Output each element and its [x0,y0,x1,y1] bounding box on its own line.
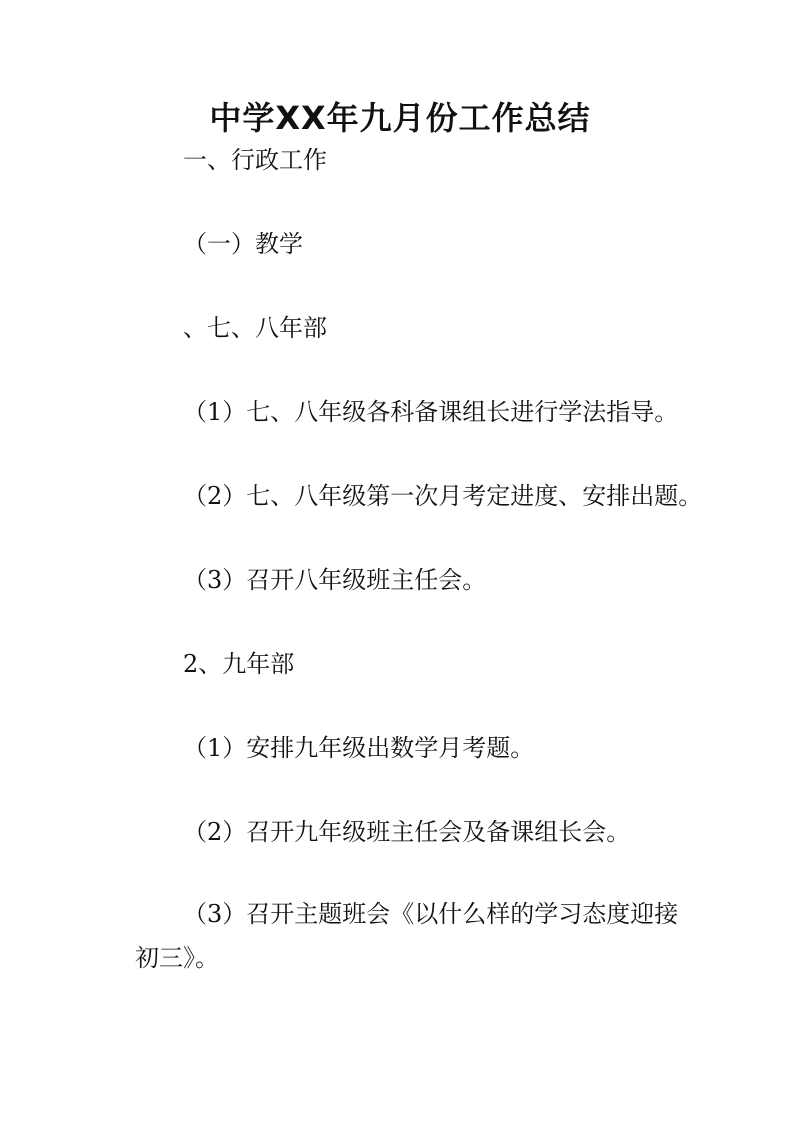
paragraph-item: （1）七、八年级各科备课组长进行学法指导。 [183,398,679,426]
paragraph-item: （2）七、八年级第一次月考定进度、安排出题。 [183,482,703,510]
item-heading-grade-7-8: 、七、八年部 [183,314,327,342]
paragraph-item: （3）召开八年级班主任会。 [183,566,487,594]
item-heading-grade-9: 2、九年部 [183,650,295,678]
section-heading-admin: 一、行政工作 [183,146,327,174]
subsection-heading-teaching: （一）教学 [183,230,303,258]
paragraph-item: （1）安排九年级出数学月考题。 [183,734,535,762]
paragraph-item: （2）召开九年级班主任会及备课组长会。 [183,818,631,846]
paragraph-item: （3）召开主题班会《以什么样的学习态度迎接初三》。 [135,900,679,972]
document-title: 中学XX年九月份工作总结 [209,99,591,137]
